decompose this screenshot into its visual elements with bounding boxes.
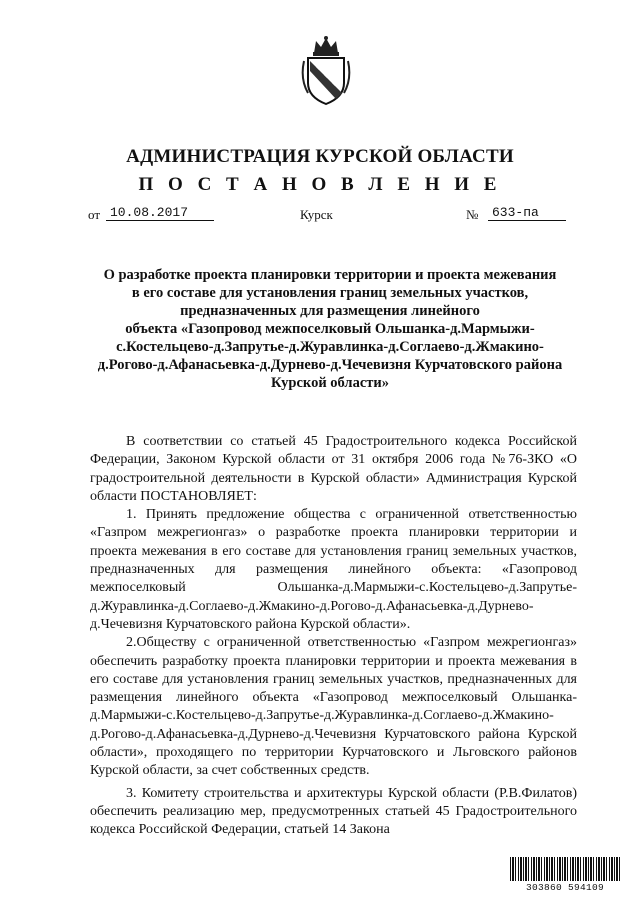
coat-of-arms-icon — [300, 35, 352, 107]
document-body — [90, 433, 577, 840]
date-label: от — [88, 207, 101, 222]
title-line: объекта «Газопровод межпоселковый Ольшанка-д.Мармыжи- — [125, 321, 535, 337]
title-line: в его составе для установления границ земельных участков, — [131, 285, 529, 301]
document-date: 10.08.2017 — [106, 205, 214, 221]
item-1-paragraph: 1. Принять предложение общества с ограниченной ответственностью «Газпром межрегионгаз» о разработке проекта планировки территории и проекта межевания в его составе для установления границ земельных участков, предназначенных для размещения линейного объекта: «Газопровод межпоселковый Ольшанка-д.Мармыжи-с.Костельцево-д.Запрутье-д.Журавлинка-д.Соглаево-д.Жмакино-д.Рогово-д.Афанасьевка-д.Дурнево-д.Чечевизня Курчатовского района Курской области». — [90, 507, 577, 632]
item-3-paragraph: 3. Комитету строительства и архитектуры Курской области (Р.В.Филатов) обеспечить реализацию мер, предусмотренных статьей 45 Градостроительного кодекса Российской Федерации, статьей 14 Закона — [90, 785, 577, 838]
organization-title: АДМИНИСТРАЦИЯ КУРСКОЙ ОБЛАСТИ — [126, 146, 514, 167]
document-type: П О С Т А Н О В Л Е Н И Е — [138, 174, 502, 195]
document-meta — [88, 207, 588, 229]
title-line: с.Костельцево-д.Запрутье-д.Журавлинка-д.Соглаево-д.Жмакино- — [116, 339, 544, 355]
title-line: Курской области» — [271, 375, 389, 391]
title-line: О разработке проекта планировки территории и проекта межевания — [103, 267, 557, 283]
document-number: 633-па — [488, 205, 566, 221]
document-city: Курск — [300, 207, 333, 222]
item-2-paragraph: 2.Обществу с ограниченной ответственностью «Газпром межрегионгаз» обеспечить разработку проекта планировки территории и проекта межевания в его составе для установления границ земельных участков, предназначенных для размещения линейного объекта «Газопровод межпоселковый Ольшанка-д.Мармыжи-с.Костельцево-д.Запрутье-д.Журавлинка-д.Соглаево-д.Жмакино-д.Рогово-д.Афанасьевка-д.Дурнево-д.Чечевизня Курчатовского района Курской области», проходящего по территории Курчатовского и Льговского районов Курской области, за счет собственных средств. — [90, 635, 577, 779]
barcode — [510, 857, 620, 895]
barcode-number: 303860 594109 — [525, 882, 604, 893]
title-line: предназначенных для размещения линейного — [180, 303, 480, 319]
number-label: № — [466, 207, 479, 222]
barcode-icon — [510, 857, 620, 881]
title-line: д.Рогово-д.Афанасьевка-д.Дурнево-д.Чечевизня Курчатовского района — [97, 357, 563, 373]
document-title — [60, 266, 600, 392]
preamble-paragraph: В соответствии со статьей 45 Градостроительного кодекса Российской Федерации, Законом Курской области от 31 октября 2006 года №76-ЗКО «О градостроительной деятельности в Курской области» Администрация Курской области ПОСТАНОВЛЯЕТ: — [90, 434, 577, 504]
